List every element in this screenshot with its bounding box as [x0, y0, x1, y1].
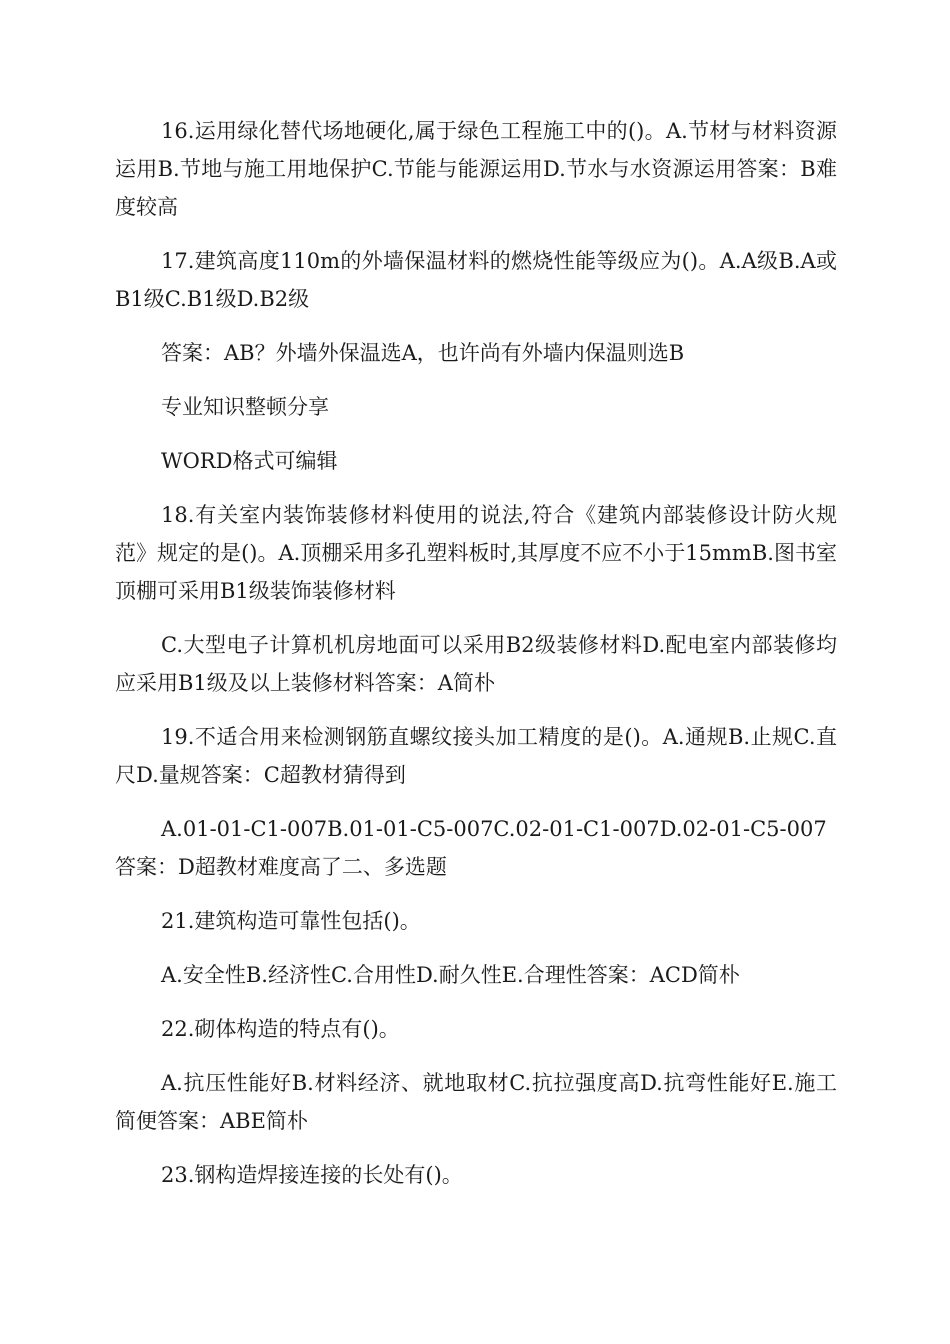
document-body: [115, 112, 837, 1210]
question-23-paragraph: 23.钢构造焊接连接的长处有()。: [161, 1163, 463, 1187]
format-note: WORD格式可编辑: [161, 449, 338, 473]
question-18-options: C.大型电子计算机机房地面可以采用B2级装修材料D.配电室内部装修均应采用B1级及以上装修材料答案：A简朴: [115, 633, 837, 695]
question-21-paragraph: 21.建筑构造可靠性包括()。: [161, 909, 421, 933]
share-note: 专业知识整顿分享: [161, 395, 329, 419]
question-20-options: A.01-01-C1-007B.01-01-C5-007C.02-01-C1-007D.02-01-C5-007答案：D超教材难度高了二、多选题: [115, 817, 827, 879]
question-22-options: A.抗压性能好B.材料经济、就地取材C.抗拉强度高D.抗弯性能好E.施工简便答案：ABE简朴: [115, 1071, 837, 1133]
question-17-answer: 答案：AB？外墙外保温选A，也许尚有外墙内保温则选B: [161, 341, 685, 365]
question-18-paragraph: 18.有关室内装饰装修材料使用的说法,符合《建筑内部装修设计防火规范》规定的是()。A.顶棚采用多孔塑料板时,其厚度不应不小于15mmB.图书室顶棚可采用B1级装饰装修材料: [115, 503, 837, 603]
question-22-paragraph: 22.砌体构造的特点有()。: [161, 1017, 400, 1041]
question-16-paragraph: 16.运用绿化替代场地硬化,属于绿色工程施工中的()。A.节材与材料资源运用B.节地与施工用地保护C.节能与能源运用D.节水与水资源运用答案：B难度较高: [115, 119, 837, 219]
question-19-paragraph: 19.不适合用来检测钢筋直螺纹接头加工精度的是()。A.通规B.止规C.直尺D.量规答案：C超教材猜得到: [115, 725, 837, 787]
question-21-options: A.安全性B.经济性C.合用性D.耐久性E.合理性答案：ACD简朴: [161, 963, 740, 987]
question-17-paragraph: 17.建筑高度110m的外墙保温材料的燃烧性能等级应为()。A.A级B.A或B1级C.B1级D.B2级: [115, 249, 837, 311]
